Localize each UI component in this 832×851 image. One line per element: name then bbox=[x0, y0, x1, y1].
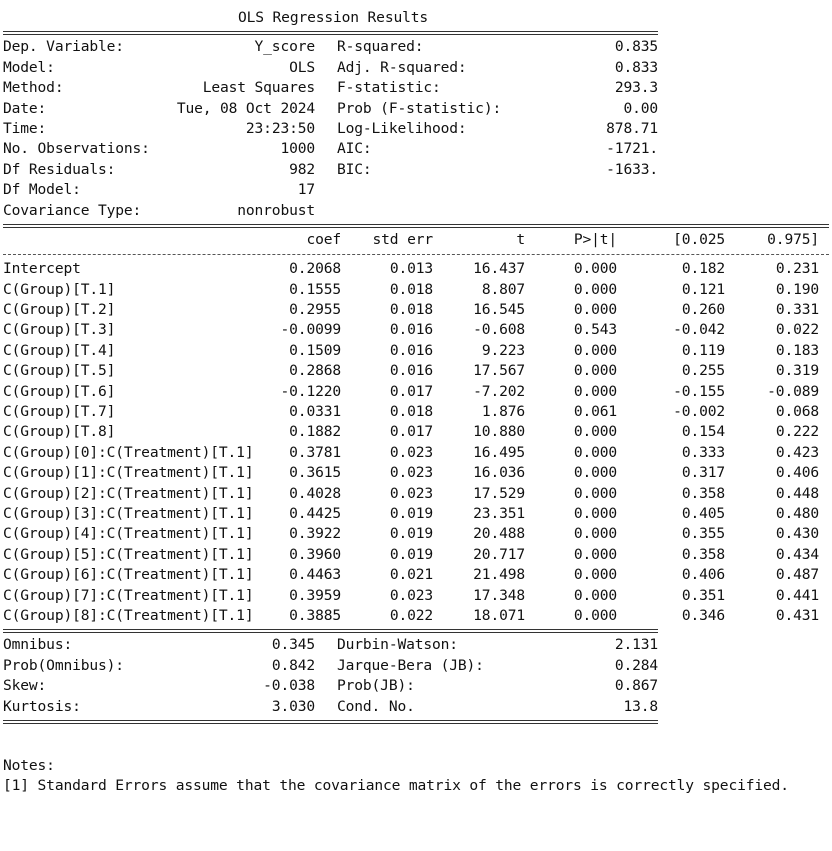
diagnostics-row bbox=[3, 676, 829, 696]
row-p: 0.000 bbox=[573, 382, 617, 400]
row-p: 0.000 bbox=[573, 484, 617, 502]
header-right-label: R-squared: bbox=[337, 38, 424, 56]
row-ci-high: 0.430 bbox=[775, 525, 819, 543]
top-double-rule bbox=[3, 28, 658, 37]
diagnostics-row bbox=[3, 635, 829, 655]
row-p: 0.543 bbox=[573, 321, 617, 339]
row-std-err: 0.018 bbox=[389, 301, 433, 319]
coef-table-header bbox=[3, 230, 829, 250]
diag-right-value: 0.284 bbox=[614, 656, 658, 674]
row-coef: 0.1509 bbox=[289, 341, 341, 359]
row-ci-low: 0.355 bbox=[681, 525, 725, 543]
row-std-err: 0.021 bbox=[389, 566, 433, 584]
row-coef: 0.4425 bbox=[289, 504, 341, 522]
row-ci-high: 0.423 bbox=[775, 443, 819, 461]
row-t: 16.495 bbox=[473, 443, 525, 461]
col-header-ci-high: 0.975] bbox=[767, 230, 819, 248]
notes-heading: Notes: bbox=[3, 756, 55, 774]
row-coef: 0.4028 bbox=[289, 484, 341, 502]
row-coef: 0.3959 bbox=[289, 586, 341, 604]
row-t: 1.876 bbox=[481, 403, 525, 421]
header-right-value: 878.71 bbox=[606, 119, 658, 137]
row-t: -7.202 bbox=[473, 382, 525, 400]
row-coef: 0.3922 bbox=[289, 525, 341, 543]
row-term: C(Group)[3]:C(Treatment)[T.1] bbox=[3, 504, 254, 522]
table-row bbox=[3, 524, 829, 544]
col-header-p: P>|t| bbox=[573, 230, 617, 248]
row-ci-low: 0.317 bbox=[681, 464, 725, 482]
row-term: C(Group)[6]:C(Treatment)[T.1] bbox=[3, 566, 254, 584]
row-ci-low: 0.358 bbox=[681, 484, 725, 502]
header-left-label: Df Model: bbox=[3, 181, 81, 199]
header-left-value: Tue, 08 Oct 2024 bbox=[176, 99, 315, 117]
row-t: 10.880 bbox=[473, 423, 525, 441]
header-right-value: 293.3 bbox=[614, 79, 658, 97]
header-left-value: 1000 bbox=[280, 140, 315, 158]
header-right-label: AIC: bbox=[337, 140, 372, 158]
row-ci-low: -0.042 bbox=[673, 321, 725, 339]
header-right-value: -1633. bbox=[606, 160, 658, 178]
row-p: 0.000 bbox=[573, 301, 617, 319]
regression-summary bbox=[3, 8, 829, 797]
diag-left-label: Prob(Omnibus): bbox=[3, 656, 124, 674]
row-t: 20.488 bbox=[473, 525, 525, 543]
row-coef: 0.3615 bbox=[289, 464, 341, 482]
row-ci-low: -0.155 bbox=[673, 382, 725, 400]
row-ci-low: 0.121 bbox=[681, 280, 725, 298]
header-right-label: BIC: bbox=[337, 160, 372, 178]
row-term: C(Group)[T.4] bbox=[3, 341, 116, 359]
row-ci-low: 0.182 bbox=[681, 260, 725, 278]
row-term: C(Group)[T.1] bbox=[3, 280, 116, 298]
row-t: 17.567 bbox=[473, 362, 525, 380]
row-ci-low: 0.119 bbox=[681, 341, 725, 359]
row-p: 0.000 bbox=[573, 545, 617, 563]
notes-section bbox=[3, 756, 829, 797]
row-std-err: 0.022 bbox=[389, 606, 433, 624]
row-std-err: 0.023 bbox=[389, 586, 433, 604]
header-left-label: Covariance Type: bbox=[3, 201, 142, 219]
row-ci-low: 0.405 bbox=[681, 504, 725, 522]
row-p: 0.000 bbox=[573, 606, 617, 624]
diag-left-value: -0.038 bbox=[263, 677, 315, 695]
row-t: 18.071 bbox=[473, 606, 525, 624]
diag-right-label: Prob(JB): bbox=[337, 677, 415, 695]
header-right-value: -1721. bbox=[606, 140, 658, 158]
row-ci-high: 0.331 bbox=[775, 301, 819, 319]
table-double-rule bbox=[3, 221, 829, 230]
report-title: OLS Regression Results bbox=[238, 9, 428, 26]
header-right-value: 0.833 bbox=[614, 58, 658, 76]
row-term: Intercept bbox=[3, 260, 81, 278]
row-std-err: 0.023 bbox=[389, 443, 433, 461]
header-row bbox=[3, 180, 829, 200]
header-left-label: Model: bbox=[3, 58, 55, 76]
header-block bbox=[3, 37, 829, 221]
table-row bbox=[3, 504, 829, 524]
col-header-std-err: std err bbox=[372, 230, 433, 248]
row-p: 0.000 bbox=[573, 443, 617, 461]
row-ci-low: 0.154 bbox=[681, 423, 725, 441]
row-p: 0.000 bbox=[573, 464, 617, 482]
row-term: C(Group)[T.3] bbox=[3, 321, 116, 339]
row-t: 21.498 bbox=[473, 566, 525, 584]
row-term: C(Group)[T.7] bbox=[3, 403, 116, 421]
row-t: 8.807 bbox=[481, 280, 525, 298]
row-term: C(Group)[T.6] bbox=[3, 382, 116, 400]
row-term: C(Group)[1]:C(Treatment)[T.1] bbox=[3, 464, 254, 482]
header-left-value: OLS bbox=[289, 58, 315, 76]
header-right-label: Adj. R-squared: bbox=[337, 58, 467, 76]
diag-right-label: Jarque-Bera (JB): bbox=[337, 656, 484, 674]
row-coef: 0.0331 bbox=[289, 403, 341, 421]
header-row bbox=[3, 139, 829, 159]
row-coef: 0.3885 bbox=[289, 606, 341, 624]
row-ci-high: 0.190 bbox=[775, 280, 819, 298]
row-term: C(Group)[T.2] bbox=[3, 301, 116, 319]
row-ci-low: -0.002 bbox=[673, 403, 725, 421]
row-term: C(Group)[0]:C(Treatment)[T.1] bbox=[3, 443, 254, 461]
row-std-err: 0.018 bbox=[389, 280, 433, 298]
row-std-err: 0.019 bbox=[389, 504, 433, 522]
row-ci-high: 0.480 bbox=[775, 504, 819, 522]
diagnostics-block bbox=[3, 635, 829, 717]
row-coef: 0.2955 bbox=[289, 301, 341, 319]
header-left-label: Date: bbox=[3, 99, 47, 117]
row-p: 0.000 bbox=[573, 341, 617, 359]
table-row bbox=[3, 341, 829, 361]
row-std-err: 0.019 bbox=[389, 545, 433, 563]
header-left-label: Dep. Variable: bbox=[3, 38, 124, 56]
row-t: 20.717 bbox=[473, 545, 525, 563]
row-std-err: 0.016 bbox=[389, 321, 433, 339]
bottom-double-rule bbox=[3, 717, 658, 726]
row-p: 0.000 bbox=[573, 280, 617, 298]
row-ci-high: 0.441 bbox=[775, 586, 819, 604]
row-ci-high: -0.089 bbox=[767, 382, 819, 400]
title-line bbox=[3, 8, 829, 28]
row-p: 0.000 bbox=[573, 504, 617, 522]
table-row bbox=[3, 320, 829, 340]
row-std-err: 0.013 bbox=[389, 260, 433, 278]
row-ci-high: 0.022 bbox=[775, 321, 819, 339]
row-std-err: 0.019 bbox=[389, 525, 433, 543]
row-ci-low: 0.260 bbox=[681, 301, 725, 319]
row-term: C(Group)[T.5] bbox=[3, 362, 116, 380]
row-p: 0.000 bbox=[573, 566, 617, 584]
header-left-value: Y_score bbox=[254, 38, 315, 56]
row-ci-high: 0.231 bbox=[775, 260, 819, 278]
diag-left-label: Skew: bbox=[3, 677, 47, 695]
row-ci-high: 0.434 bbox=[775, 545, 819, 563]
row-p: 0.000 bbox=[573, 260, 617, 278]
row-ci-high: 0.406 bbox=[775, 464, 819, 482]
diag-right-value: 2.131 bbox=[614, 636, 658, 654]
table-row bbox=[3, 463, 829, 483]
row-t: 16.545 bbox=[473, 301, 525, 319]
row-t: 23.351 bbox=[473, 504, 525, 522]
table-row bbox=[3, 300, 829, 320]
header-right-label: Prob (F-statistic): bbox=[337, 99, 502, 117]
row-t: 16.036 bbox=[473, 464, 525, 482]
row-term: C(Group)[5]:C(Treatment)[T.1] bbox=[3, 545, 254, 563]
header-row bbox=[3, 78, 829, 98]
col-header-coef: coef bbox=[306, 230, 341, 248]
header-left-label: Df Residuals: bbox=[3, 160, 116, 178]
header-left-value: Least Squares bbox=[202, 79, 315, 97]
row-term: C(Group)[4]:C(Treatment)[T.1] bbox=[3, 525, 254, 543]
row-p: 0.000 bbox=[573, 525, 617, 543]
header-row bbox=[3, 201, 829, 221]
row-ci-high: 0.222 bbox=[775, 423, 819, 441]
row-coef: 0.3960 bbox=[289, 545, 341, 563]
header-row bbox=[3, 119, 829, 139]
header-left-value: 982 bbox=[289, 160, 315, 178]
row-t: 16.437 bbox=[473, 260, 525, 278]
row-ci-low: 0.351 bbox=[681, 586, 725, 604]
row-term: C(Group)[2]:C(Treatment)[T.1] bbox=[3, 484, 254, 502]
row-std-err: 0.017 bbox=[389, 382, 433, 400]
row-p: 0.000 bbox=[573, 362, 617, 380]
row-coef: 0.2868 bbox=[289, 362, 341, 380]
row-coef: 0.1555 bbox=[289, 280, 341, 298]
row-ci-low: 0.255 bbox=[681, 362, 725, 380]
row-coef: 0.3781 bbox=[289, 443, 341, 461]
header-right-label: Log-Likelihood: bbox=[337, 119, 467, 137]
row-ci-low: 0.406 bbox=[681, 566, 725, 584]
header-left-label: Method: bbox=[3, 79, 64, 97]
row-coef: 0.2068 bbox=[289, 260, 341, 278]
row-term: C(Group)[8]:C(Treatment)[T.1] bbox=[3, 606, 254, 624]
diag-right-label: Durbin-Watson: bbox=[337, 636, 458, 654]
table-row bbox=[3, 402, 829, 422]
row-p: 0.000 bbox=[573, 586, 617, 604]
col-header-t: t bbox=[516, 230, 525, 248]
table-row bbox=[3, 422, 829, 442]
header-left-label: Time: bbox=[3, 119, 47, 137]
row-coef: -0.1220 bbox=[280, 382, 341, 400]
row-ci-high: 0.319 bbox=[775, 362, 819, 380]
diag-right-value: 0.867 bbox=[614, 677, 658, 695]
row-coef: -0.0099 bbox=[280, 321, 341, 339]
row-t: 17.348 bbox=[473, 586, 525, 604]
diag-right-value: 13.8 bbox=[623, 697, 658, 715]
table-row bbox=[3, 361, 829, 381]
row-std-err: 0.023 bbox=[389, 464, 433, 482]
diag-left-value: 3.030 bbox=[271, 697, 315, 715]
coef-table-body bbox=[3, 259, 829, 626]
table-row bbox=[3, 259, 829, 279]
row-coef: 0.4463 bbox=[289, 566, 341, 584]
row-t: 9.223 bbox=[481, 341, 525, 359]
header-right-label: F-statistic: bbox=[337, 79, 441, 97]
header-row bbox=[3, 99, 829, 119]
header-left-value: 23:23:50 bbox=[245, 119, 315, 137]
row-std-err: 0.016 bbox=[389, 341, 433, 359]
row-ci-high: 0.487 bbox=[775, 566, 819, 584]
header-right-value: 0.00 bbox=[623, 99, 658, 117]
row-ci-high: 0.448 bbox=[775, 484, 819, 502]
header-left-label: No. Observations: bbox=[3, 140, 150, 158]
row-coef: 0.1882 bbox=[289, 423, 341, 441]
row-std-err: 0.017 bbox=[389, 423, 433, 441]
table-row bbox=[3, 545, 829, 565]
row-p: 0.061 bbox=[573, 403, 617, 421]
diag-left-value: 0.345 bbox=[271, 636, 315, 654]
header-row bbox=[3, 160, 829, 180]
row-term: C(Group)[7]:C(Treatment)[T.1] bbox=[3, 586, 254, 604]
row-t: 17.529 bbox=[473, 484, 525, 502]
table-single-rule bbox=[3, 250, 829, 259]
table-row bbox=[3, 484, 829, 504]
row-std-err: 0.018 bbox=[389, 403, 433, 421]
table-row bbox=[3, 586, 829, 606]
row-p: 0.000 bbox=[573, 423, 617, 441]
header-right-value: 0.835 bbox=[614, 38, 658, 56]
header-left-value: 17 bbox=[297, 181, 315, 199]
header-row bbox=[3, 37, 829, 57]
diagnostics-double-rule bbox=[3, 626, 658, 635]
diagnostics-row bbox=[3, 697, 829, 717]
table-row bbox=[3, 606, 829, 626]
table-row bbox=[3, 443, 829, 463]
header-row bbox=[3, 58, 829, 78]
diagnostics-row bbox=[3, 656, 829, 676]
table-row bbox=[3, 565, 829, 585]
table-row bbox=[3, 280, 829, 300]
row-term: C(Group)[T.8] bbox=[3, 423, 116, 441]
row-ci-high: 0.431 bbox=[775, 606, 819, 624]
col-header-ci-low: [0.025 bbox=[673, 230, 725, 248]
header-left-value: nonrobust bbox=[237, 201, 315, 219]
note-item: [1] Standard Errors assume that the covariance matrix of the errors is correctly specified. bbox=[3, 777, 789, 795]
row-std-err: 0.016 bbox=[389, 362, 433, 380]
row-ci-low: 0.358 bbox=[681, 545, 725, 563]
diag-left-label: Omnibus: bbox=[3, 636, 73, 654]
row-ci-high: 0.183 bbox=[775, 341, 819, 359]
row-ci-high: 0.068 bbox=[775, 403, 819, 421]
row-ci-low: 0.346 bbox=[681, 606, 725, 624]
row-std-err: 0.023 bbox=[389, 484, 433, 502]
diag-right-label: Cond. No. bbox=[337, 697, 415, 715]
row-ci-low: 0.333 bbox=[681, 443, 725, 461]
diag-left-value: 0.842 bbox=[271, 656, 315, 674]
diag-left-label: Kurtosis: bbox=[3, 697, 81, 715]
table-row bbox=[3, 382, 829, 402]
row-t: -0.608 bbox=[473, 321, 525, 339]
